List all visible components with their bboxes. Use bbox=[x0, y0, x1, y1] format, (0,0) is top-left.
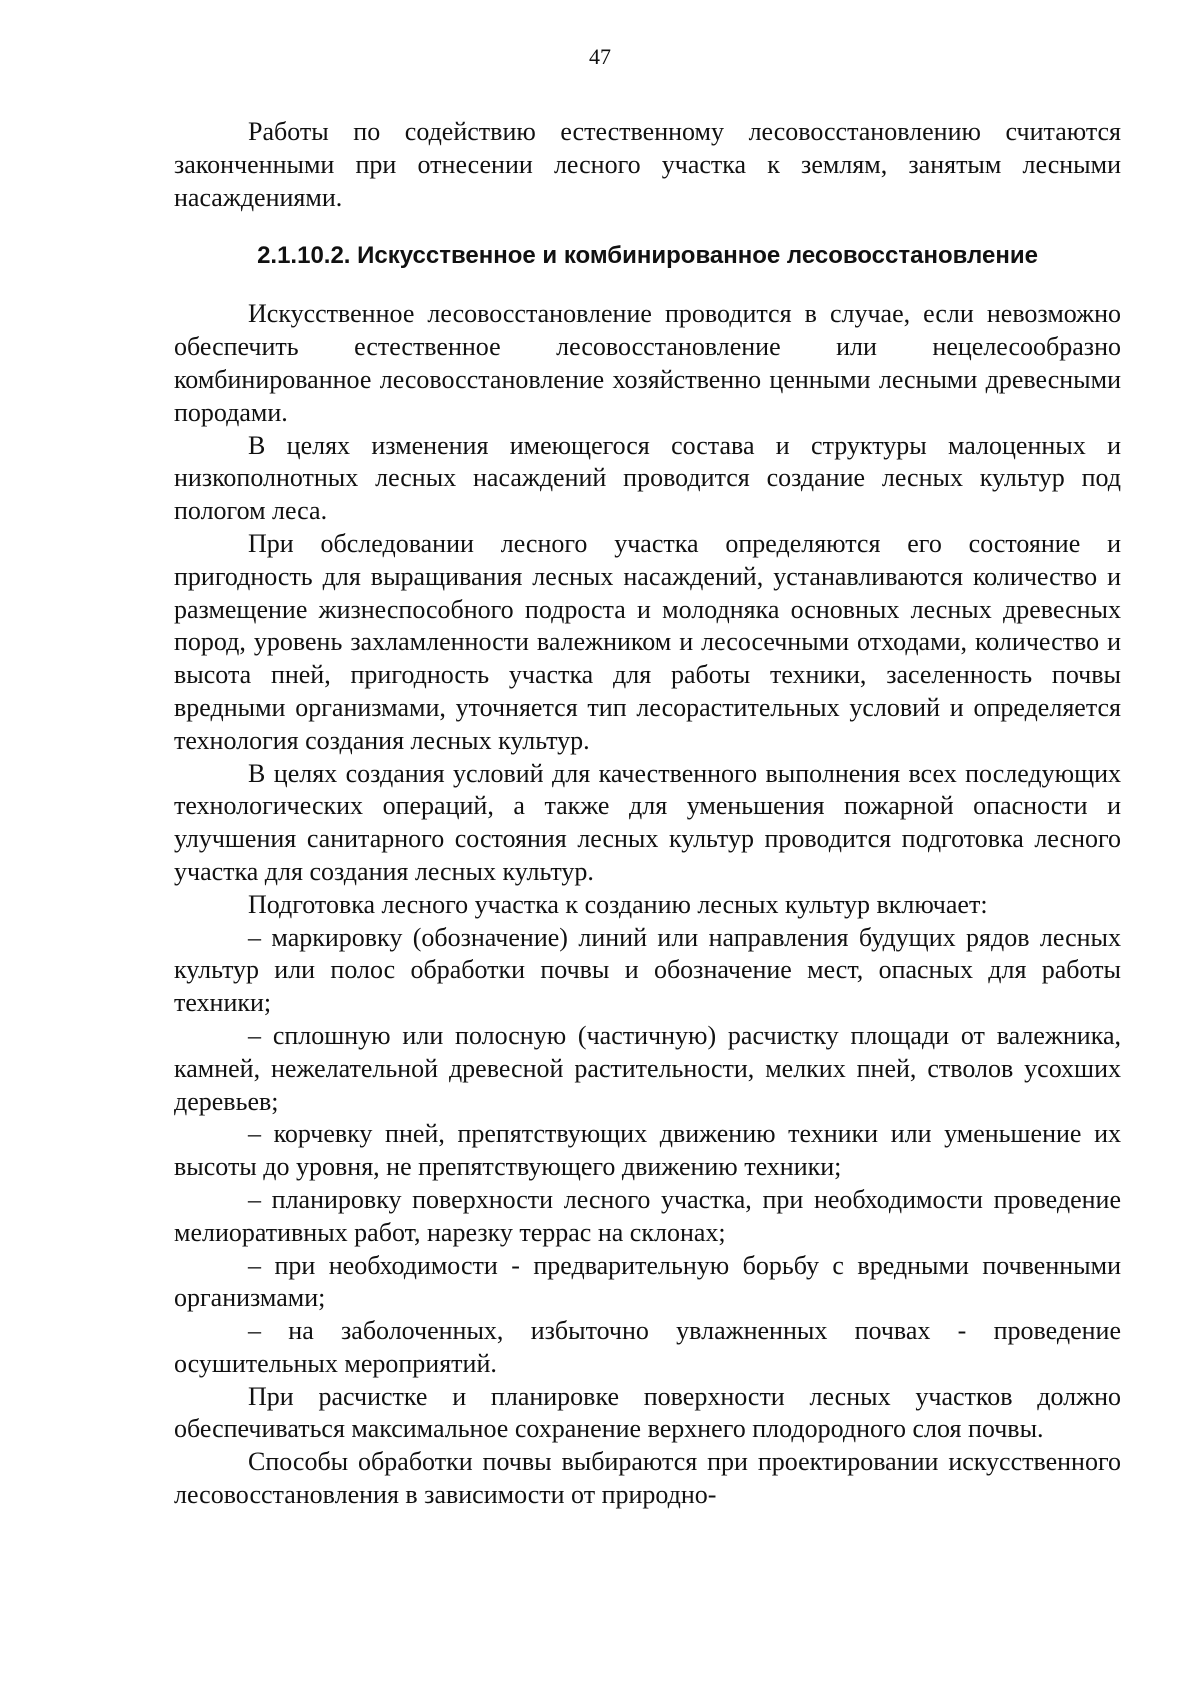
paragraph: При расчистке и планировке поверхности лесных участков должно обеспечиваться максимальное сохранение верхнего плодородного слоя почвы. bbox=[174, 1381, 1121, 1444]
paragraph: В целях изменения имеющегося состава и структуры малоценных и низкополнотных лесных насаждений проводится создание лесных культур под пологом леса. bbox=[174, 430, 1121, 526]
list-item: – планировку поверхности лесного участка, при необходимости проведение мелиоративных работ, нарезку террас на склонах; bbox=[174, 1184, 1121, 1247]
section-heading: 2.1.10.2. Искусственное и комбинированное лесовосстановление bbox=[257, 242, 1038, 270]
list-item: – на заболоченных, избыточно увлажненных почвах - проведение осушительных мероприятий. bbox=[174, 1316, 1121, 1378]
list-item: – при необходимости - предварительную борьбу с вредными почвенными организмами; bbox=[174, 1250, 1121, 1313]
paragraph: При обследовании лесного участка определяются его состояние и пригодность для выращивания лесных насаждений, устанавливаются количество и размещение жизнеспособного подроста и молодняка основных лесных древесных пород, уровень захламленности валежником и лесосечными отходами, количество и высота пней, пригодность участка для работы техники, заселенность почвы вредными организмами, уточняется тип лесорастительных условий и определяется технология создания лесных культур. bbox=[174, 528, 1121, 755]
paragraph: Искусственное лесовосстановление проводится в случае, если невозможно обеспечить естественное лесовосстановление или нецелесообразно комбинированное лесовосстановление хозяйственно ценными лесными древесными породами. bbox=[174, 299, 1121, 427]
page-number: 47 bbox=[589, 44, 611, 69]
list-item: – сплошную или полосную (частичную) расчистку площади от валежника, камней, нежелательной древесной растительности, мелких пней, стволов усохших деревьев; bbox=[174, 1020, 1121, 1116]
paragraph: В целях создания условий для качественного выполнения всех последующих технологических операций, а также для уменьшения пожарной опасности и улучшения санитарного состояния лесных культур проводится подготовка лесного участка для создания лесных культур. bbox=[174, 758, 1121, 886]
paragraph: Подготовка лесного участка к созданию лесных культур включает: bbox=[248, 889, 988, 919]
paragraph: Работы по содействию естественному лесовосстановлению считаются законченными при отнесении лесного участка к землям, занятым лесными насаждениями. bbox=[174, 117, 1121, 212]
list-item: – корчевку пней, препятствующих движению техники или уменьшение их высоты до уровня, не препятствующего движению техники; bbox=[174, 1119, 1121, 1182]
document-body bbox=[174, 116, 1121, 1512]
paragraph: Способы обработки почвы выбираются при проектировании искусственного лесовосстановления в зависимости от природно- bbox=[174, 1447, 1121, 1510]
list-item: – маркировку (обозначение) линий или направления будущих рядов лесных культур или полос обработки почвы и обозначение мест, опасных для работы техники; bbox=[174, 922, 1121, 1018]
